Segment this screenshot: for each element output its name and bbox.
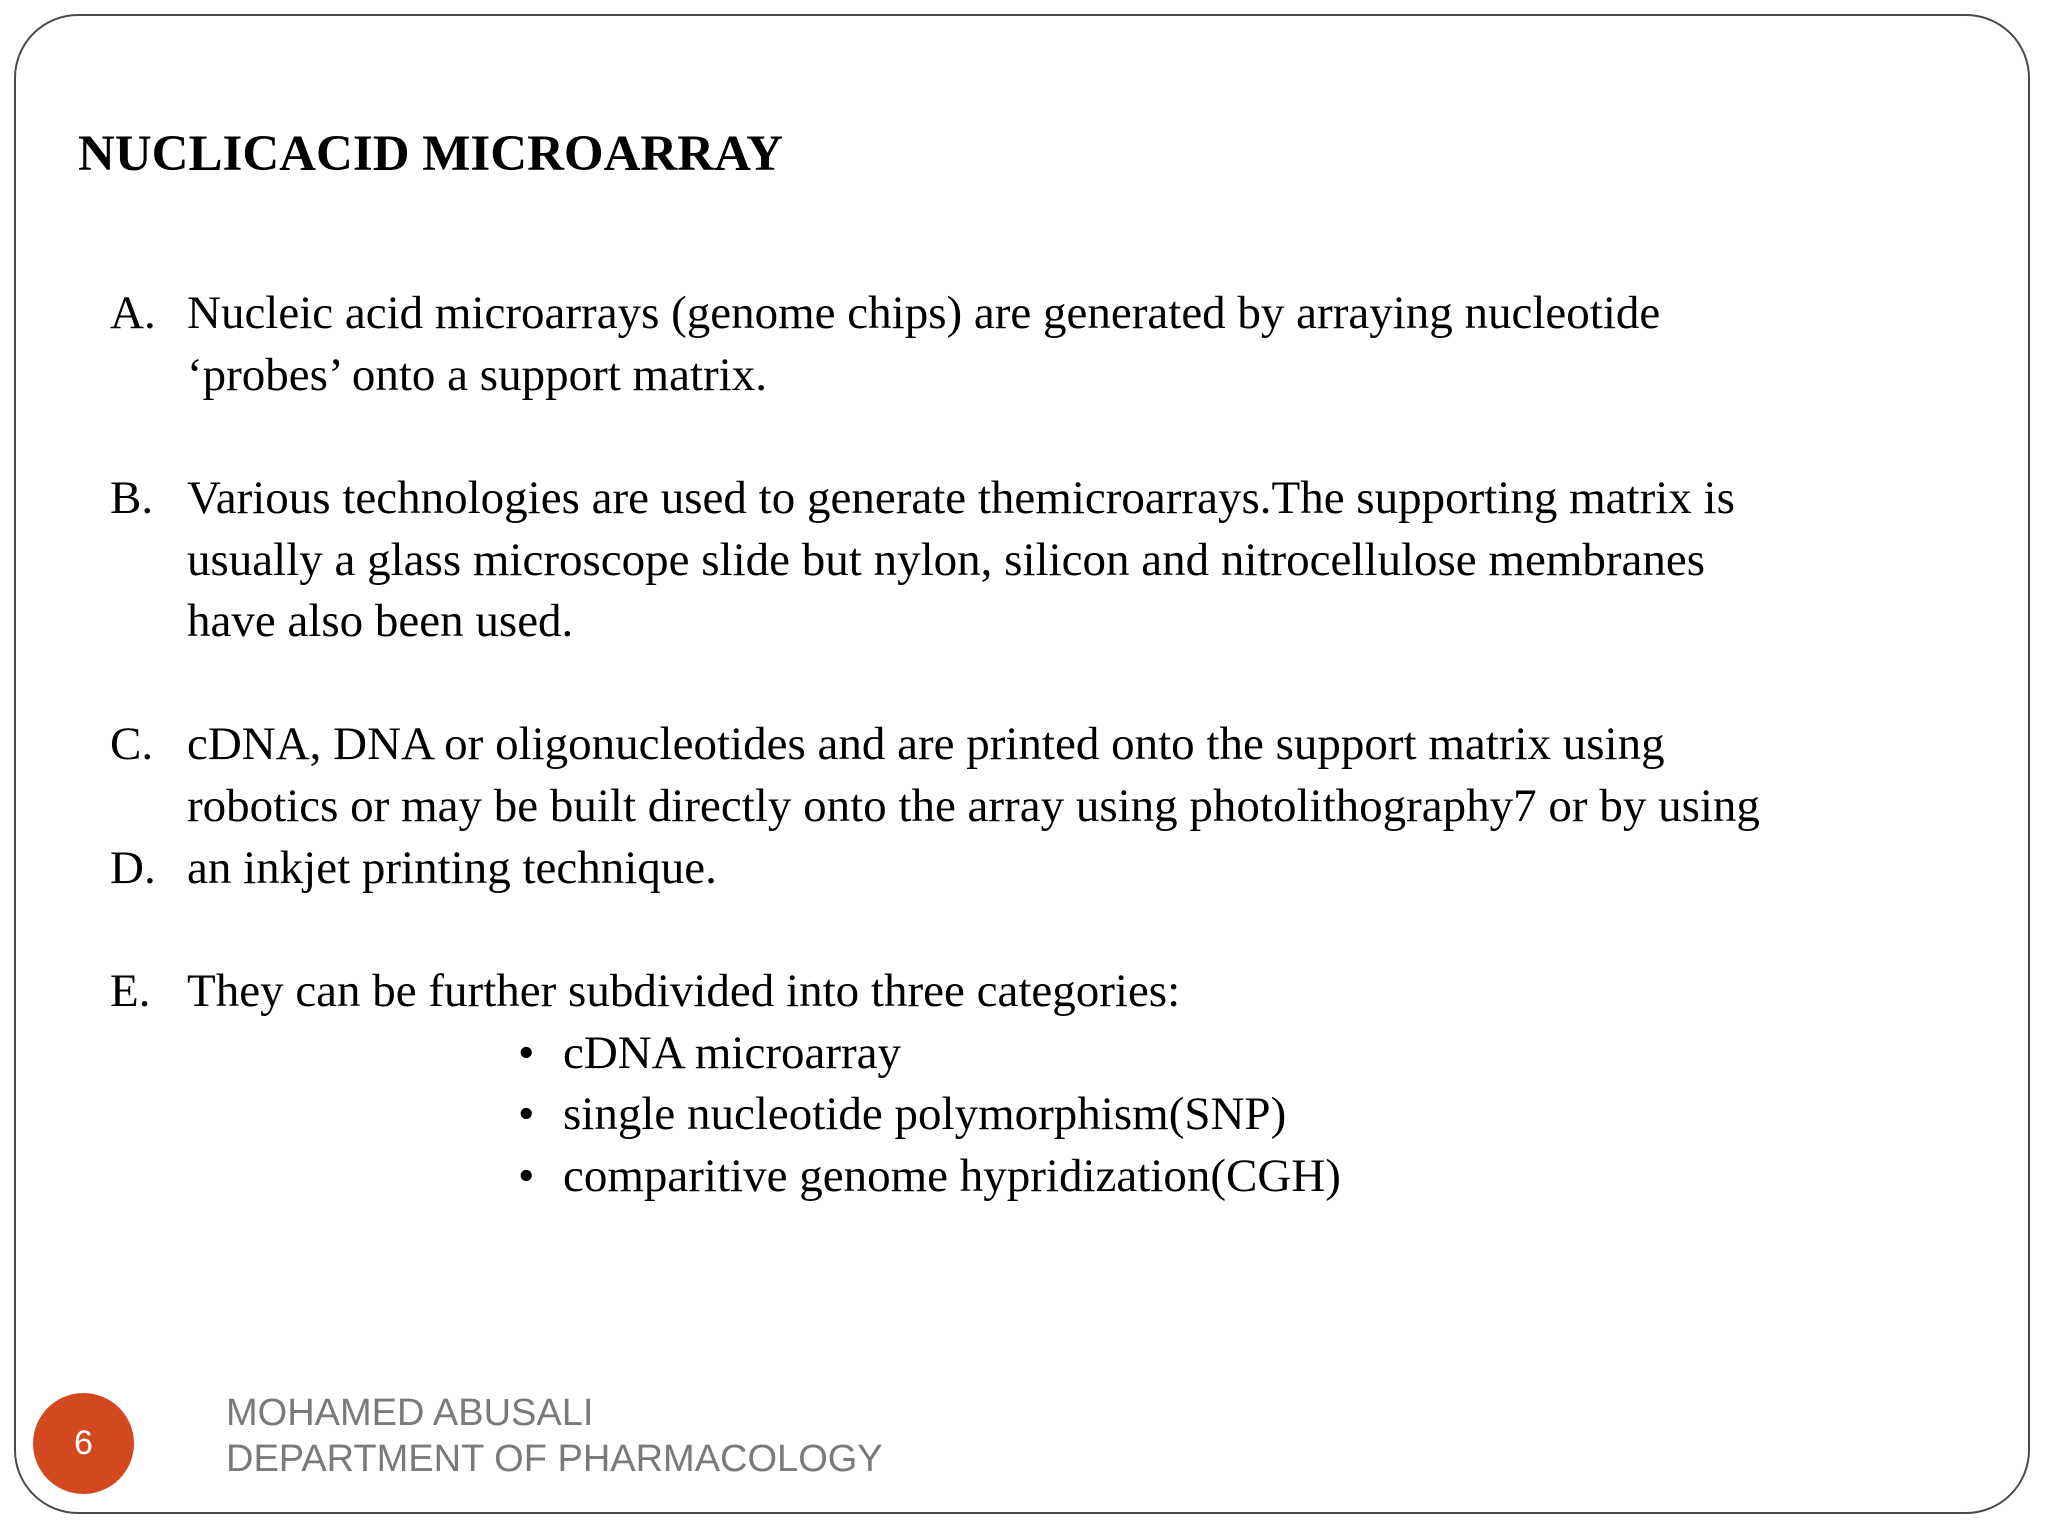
item-c-line-1: cDNA, DNA or oligonucleotides and are printed onto the support matrix using <box>187 718 1665 770</box>
list-marker-b: B. <box>110 472 154 524</box>
list-marker-a: A. <box>110 287 156 339</box>
category-item-cdna <box>518 1022 901 1084</box>
item-e-line-1: They can be further subdivided into three categories: <box>187 965 1181 1017</box>
bullet-icon: • <box>518 1088 535 1140</box>
list-marker-e: E. <box>110 965 151 1017</box>
category-label: comparitive genome hypridization(CGH) <box>563 1150 1341 1202</box>
item-d-line-1: an inkjet printing technique. <box>187 842 717 894</box>
slide-title: NUCLICACID MICROARRAY <box>78 126 784 182</box>
item-c-line-2: robotics or may be built directly onto the array using photolithography7 or by using <box>187 780 1760 832</box>
item-a-line-2: ‘probes’ onto a support matrix. <box>187 349 767 401</box>
footer-department: DEPARTMENT OF PHARMACOLOGY <box>226 1438 883 1480</box>
list-marker-d: D. <box>110 842 156 894</box>
footer-author: MOHAMED ABUSALI <box>226 1392 594 1434</box>
item-b-line-3: have also been used. <box>187 595 574 647</box>
item-b-line-2: usually a glass microscope slide but nylon, silicon and nitrocellulose membranes <box>187 534 1706 586</box>
item-a-line-1: Nucleic acid microarrays (genome chips) are generated by arraying nucleotide <box>187 287 1661 339</box>
category-label: single nucleotide polymorphism(SNP) <box>563 1088 1287 1140</box>
category-label: cDNA microarray <box>563 1027 901 1079</box>
bullet-icon: • <box>518 1027 535 1079</box>
list-marker-c: C. <box>110 718 154 770</box>
slide-number-badge: 6 <box>33 1393 134 1494</box>
item-b-line-1: Various technologies are used to generate themicroarrays.The supporting matrix is <box>187 472 1735 524</box>
bullet-icon: • <box>518 1150 535 1202</box>
category-item-cgh <box>518 1145 1341 1207</box>
category-item-snp <box>518 1083 1286 1145</box>
